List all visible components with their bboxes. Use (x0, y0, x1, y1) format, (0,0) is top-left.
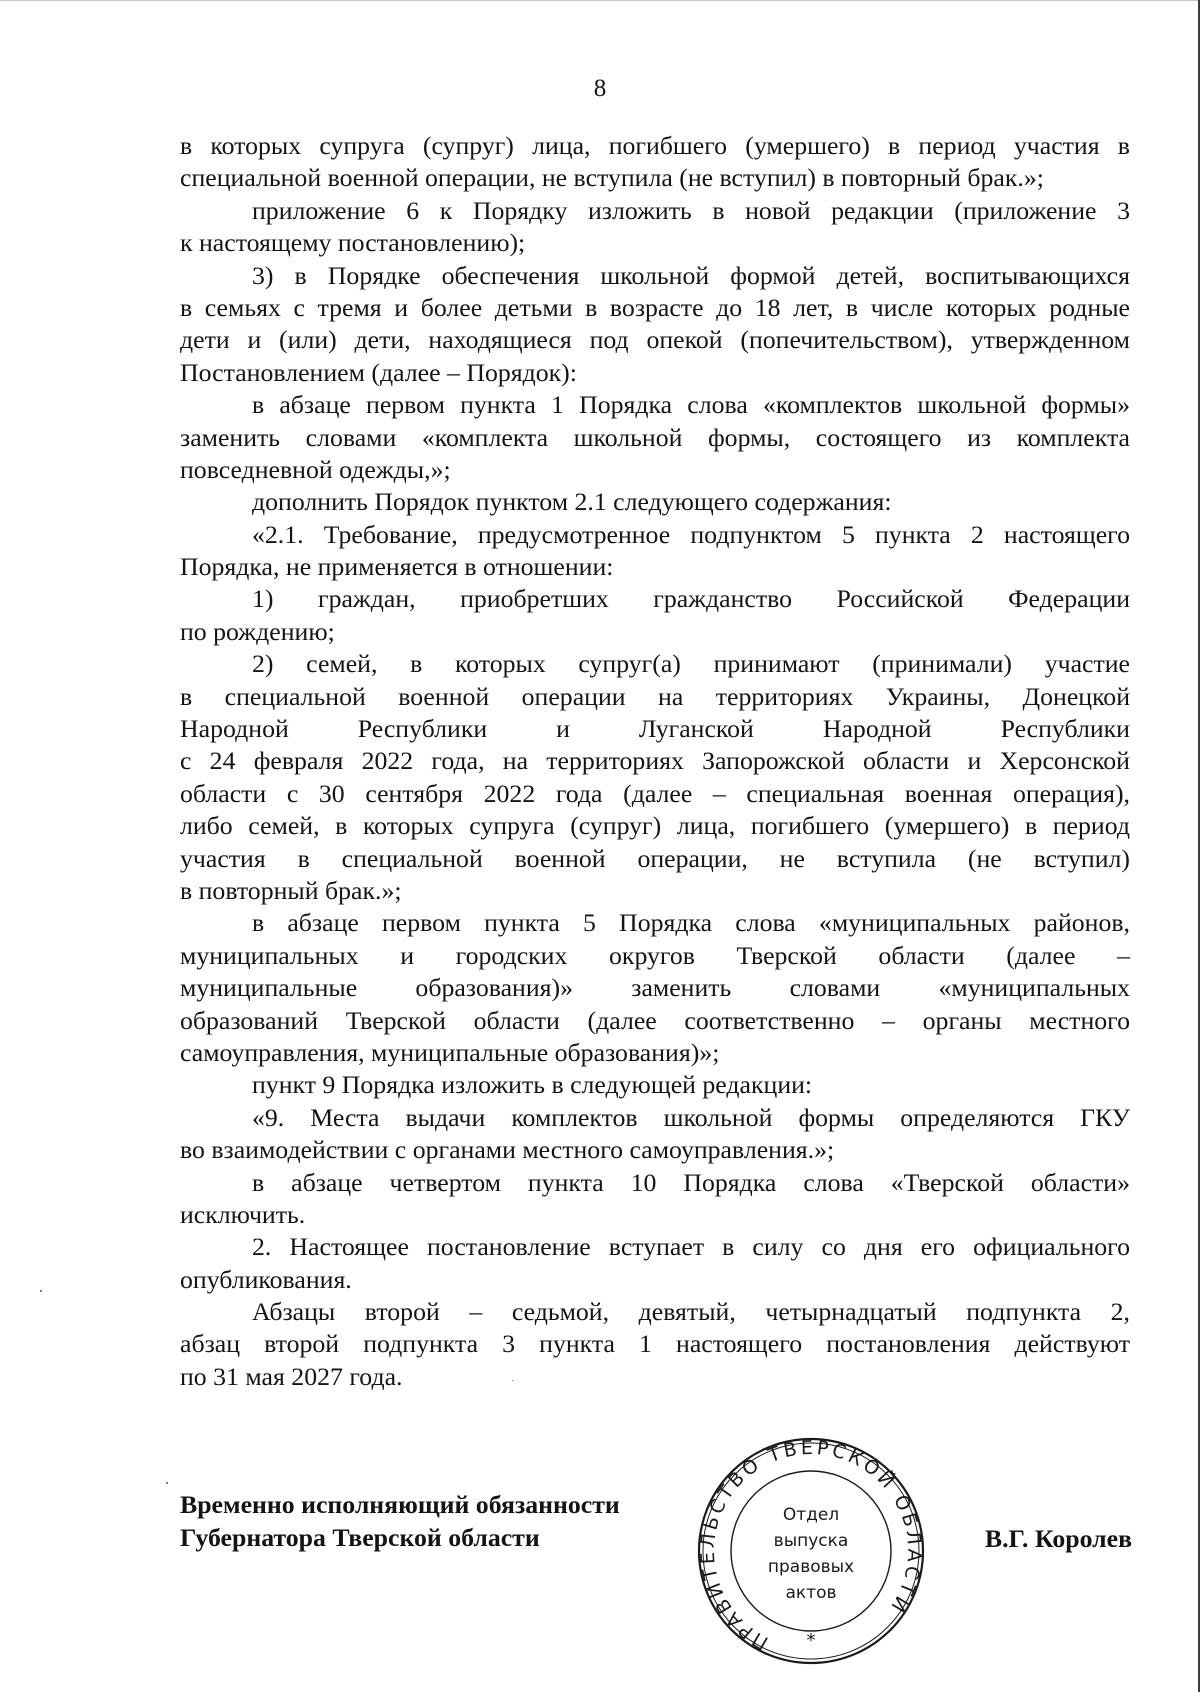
text-line: в семьях с тремя и более детьми в возрасте до 18 лет, в числе которых родные (180, 292, 1130, 322)
stamp-center-line-3: правовых (767, 1557, 855, 1577)
scan-speck (40, 1290, 42, 1292)
paragraph (180, 195, 1130, 260)
text-line: пункт 9 Порядка изложить в следующей редакции: (252, 1070, 813, 1100)
paragraph (180, 1069, 1130, 1101)
paragraph (180, 907, 1130, 1069)
official-stamp (696, 1436, 926, 1666)
text-line: опубликования. (180, 1264, 352, 1294)
text-line: самоуправления, муниципальные образования)»; (180, 1037, 720, 1067)
text-line: по 31 мая 2027 года. (180, 1361, 403, 1391)
text-line: дети и (или) дети, находящиеся под опекой (попечительством), утвержденном (180, 325, 1130, 355)
text-line: в повторный брак.»; (180, 875, 402, 905)
signature-position-line-2: Губернатора Тверской области (180, 1523, 540, 1552)
text-line: с 24 февраля 2022 года, на территориях Запорожской области и Херсонской (180, 746, 1130, 776)
text-line: участия в специальной военной операции, не вступила (не вступил) (180, 843, 1130, 873)
text-line: исключить. (180, 1199, 306, 1229)
text-line: Абзацы второй – седьмой, девятый, четырнадцатый подпункта 2, (252, 1297, 1130, 1327)
text-line: «9. Места выдачи комплектов школьной формы определяются ГКУ (252, 1102, 1130, 1132)
text-line: в которых супруга (супруг) лица, погибшего (умершего) в период участия в (180, 131, 1130, 160)
document-body (180, 130, 1130, 1393)
text-line: в абзаце первом пункта 1 Порядка слова «комплектов школьной формы» (252, 390, 1130, 420)
page-number: 8 (593, 75, 607, 102)
scan-edge-top (0, 0, 1200, 1)
text-line: Порядка, не применяется в отношении: (180, 552, 614, 582)
stamp-center-line-1: Отдел (782, 1505, 840, 1525)
text-line: муниципальных и городских округов Тверской области (далее – (180, 940, 1130, 970)
scan-speck (166, 1482, 168, 1484)
stamp-center-line-4: актов (785, 1583, 837, 1603)
stamp-inner-ring (731, 1471, 891, 1631)
text-line: приложение 6 к Порядку изложить в новой редакции (приложение 3 (252, 195, 1130, 225)
text-line: либо семей, в которых супруга (супруг) лица, погибшего (умершего) в период (180, 811, 1130, 841)
signature-position-line-1: Временно исполняющий обязанности (180, 1490, 620, 1519)
text-line: во взаимодействии с органами местного самоуправления.»; (180, 1135, 835, 1165)
signatory-name: В.Г. Королев (984, 1524, 1132, 1553)
text-line: образований Тверской области (далее соответственно – органы местного (180, 1005, 1130, 1035)
text-line: 3) в Порядке обеспечения школьной формой детей, воспитывающихся (252, 260, 1130, 290)
text-line: по рождению; (180, 616, 335, 646)
text-line: «2.1. Требование, предусмотренное подпунктом 5 пункта 2 настоящего (252, 519, 1130, 549)
text-line: заменить словами «комплекта школьной формы, состоящего из комплекта (180, 422, 1130, 452)
signature-position (180, 1488, 620, 1554)
paragraph (180, 583, 1130, 648)
stamp-graphic (696, 1436, 926, 1666)
paragraph (180, 130, 1130, 195)
text-line: области с 30 сентября 2022 года (далее – специальная военная операция), (180, 778, 1130, 808)
text-line: муниципальные образования)» заменить словами «муниципальных (180, 973, 1130, 1003)
text-line: 2. Настоящее постановление вступает в силу со дня его официального (252, 1232, 1130, 1262)
scan-speck (512, 1380, 513, 1381)
text-line: повседневной одежды,»; (180, 454, 451, 484)
paragraph (180, 1231, 1130, 1296)
text-line: 2) семей, в которых супруг(а) принимают (принимали) участие (252, 649, 1130, 679)
text-line: специальной военной операции, не вступила (не вступил) в повторный брак.»; (180, 163, 1044, 193)
paragraph (180, 519, 1130, 584)
stamp-star: * (806, 1630, 816, 1651)
text-line: в абзаце первом пункта 5 Порядка слова «муниципальных районов, (252, 908, 1130, 938)
paragraph (180, 1102, 1130, 1167)
stamp-center-line-2: выпуска (773, 1531, 849, 1551)
text-line: Постановлением (далее – Порядок): (180, 357, 577, 387)
paragraph (180, 389, 1130, 486)
paragraph (180, 648, 1130, 907)
paragraph (180, 1296, 1130, 1393)
text-line: дополнить Порядок пунктом 2.1 следующего содержания: (252, 487, 892, 517)
text-line: в специальной военной операции на территориях Украины, Донецкой (180, 681, 1130, 711)
text-line: абзац второй подпункта 3 пункта 1 настоящего постановления действуют (180, 1329, 1130, 1359)
paragraph (180, 486, 1130, 518)
paragraph (180, 1167, 1130, 1232)
stamp-center-text (768, 1505, 854, 1603)
stamp-ring-text: ПРАВИТЕЛЬСТВО ТВЕРСКОЙ ОБЛАСТИ (696, 1436, 926, 1654)
text-line: в абзаце четвертом пункта 10 Порядка слова «Тверской области» (252, 1167, 1130, 1197)
text-line: к настоящему постановлению); (180, 228, 526, 258)
text-line: 1) граждан, приобретших гражданство Российской Федерации (252, 584, 1130, 614)
text-line: Народной Республики и Луганской Народной Республики (180, 714, 1130, 744)
paragraph (180, 260, 1130, 390)
